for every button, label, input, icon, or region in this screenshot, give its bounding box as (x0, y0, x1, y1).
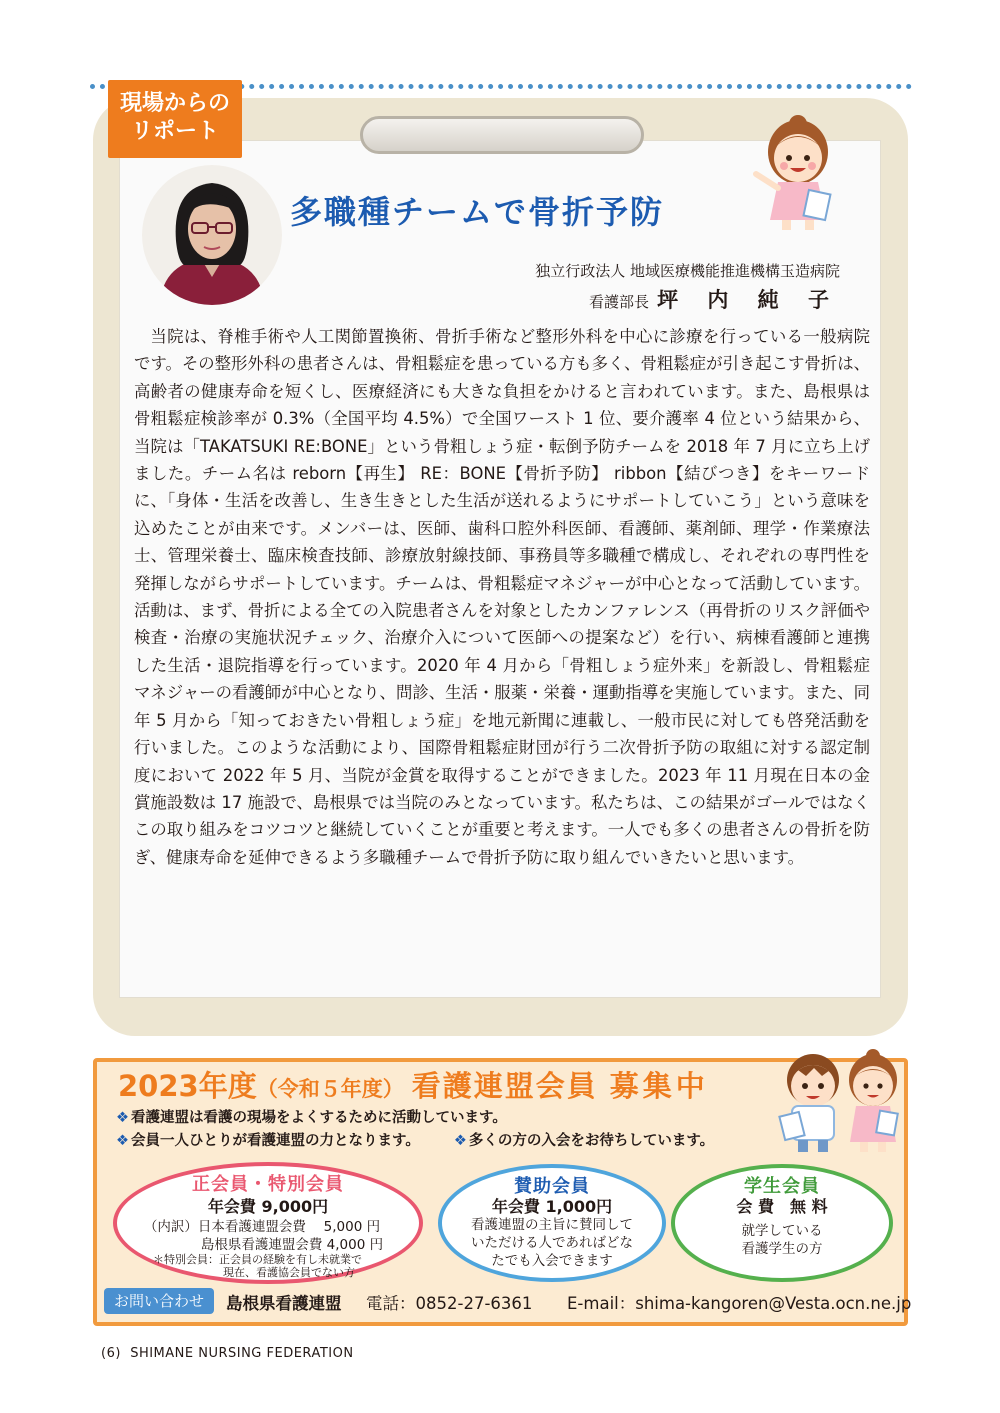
author-portrait-icon (142, 165, 282, 305)
full-member-breakdown-2: 島根県看護連盟会費 4,000 円 (200, 1237, 384, 1253)
page-number: (6) (101, 1346, 121, 1361)
recruit-points (116, 1107, 796, 1153)
student-member-heading: 学生会員 (744, 1176, 820, 1197)
publication-name: SHIMANE NURSING FEDERATION (130, 1346, 354, 1361)
female-nurse-mascot-icon (842, 1048, 904, 1153)
student-member-desc-2: 看護学生の方 (741, 1241, 823, 1257)
section-tag-line-2: リポート (130, 119, 219, 144)
recruit-point: ❖ 会員一人ひとりが看護連盟の力となります。 ❖ 多くの方の入会をお待ちしています。 (116, 1133, 715, 1149)
contact-org: 島根県看護連盟 (226, 1294, 342, 1313)
author-role: 看護部長 (589, 293, 650, 311)
diamond-bullet-icon: ❖ (453, 1133, 467, 1149)
full-member-breakdown-1: （内訳）日本看護連盟会費 5,000 円 (143, 1219, 381, 1235)
special-member-note-1: ＊特別会員：正会員の経験を有し未就業で (153, 1253, 362, 1266)
recruit-year: 2023年度 (118, 1069, 257, 1103)
supporting-member-desc-3: たでも入会できます (491, 1253, 613, 1269)
supporting-member-heading: 賛助会員 (514, 1176, 590, 1197)
author-name: 坪 内 純 子 (657, 288, 840, 312)
recruitment-title (118, 1064, 778, 1105)
supporting-member-fee: 年会費 1,000円 (491, 1197, 613, 1216)
full-member-card (113, 1162, 423, 1284)
section-tag-line-1: 現場からの (119, 91, 230, 116)
recruit-wareki: （令和５年度） (256, 1077, 404, 1101)
contact-bar (104, 1288, 912, 1316)
full-member-fee: 年会費 9,000円 (207, 1197, 329, 1216)
contact-label: お問い合わせ (104, 1288, 214, 1314)
student-member-desc-1: 就学している (741, 1223, 823, 1239)
author-line (480, 284, 840, 314)
diamond-bullet-icon: ❖ (116, 1110, 129, 1126)
supporting-member-card (438, 1164, 666, 1282)
student-member-card (671, 1164, 893, 1282)
contact-email[interactable]: E-mail：shima-kangoren@Vesta.ocn.ne.jp (567, 1294, 912, 1313)
section-tag (108, 80, 242, 158)
diamond-bullet-icon: ❖ (116, 1133, 129, 1149)
contact-phone[interactable]: 電話：0852-27-6361 (366, 1294, 533, 1313)
author-affiliation: 独立行政法人 地域医療機能推進機構玉造病院 (535, 262, 840, 280)
full-member-heading: 正会員・特別会員 (192, 1174, 344, 1195)
nurse-mascot-icon (748, 108, 844, 232)
article-title: 多職種チームで骨折予防 (290, 193, 665, 231)
recruit-main: 看護連盟会員 (411, 1069, 598, 1103)
article-body: 当院は、脊椎手術や人工関節置換術、骨折手術など整形外科を中心に診療を行っている一般病院です。その整形外科の患者さんは、骨粗鬆症を患っている方も多く、骨粗鬆症が引き起こす骨折は、高齢者の健康寿命を短くし、医療経済にも大きな負担をかけると言われています。また、島根県は骨粗鬆症検診率が 0.3%（全国平均 4.5%）で全国ワースト 1 位、要介護率 4 位という結果から、当院は「TAKATSUKI RE:BONE」という骨粗しょう症・転倒予防チームを 2018 年 7 月に立ち上げました。チーム名は reborn【再生】 RE：BONE【骨折予防】 ribbon【結びつき】をキーワードに、「身体・生活を改善し、生き生きとした生活が送れるようにサポートしていこう」という意味を込めたことが由来です。メンバーは、医師、歯科口腔外科医師、看護師、薬剤師、理学・作業療法士、管理栄養士、臨床検査技師、診療放射線技師、事務員等多職種で構成し、それぞれの専門性を発揮しながらサポートしています。チームは、骨粗鬆症マネジャーが中心となって活動しています。活動は、まず、骨折による全ての入院患者さんを対象としたカンファレンス（再骨折のリスク評価や検査・治療の実施状況チェック、治療介入について医師への提案など）を行い、病棟看護師と連携した生活・退院指導を行っています。2020 年 4 月から「骨粗しょう症外来」を新設し、骨粗鬆症マネジャーの看護師が中心となり、問診、生活・服薬・栄養・運動指導を実施しています。また、同年 5 月から「知っておきたい骨粗しょう症」を地元新聞に連載し、一般市民に対しても啓発活動を行いました。このような活動により、国際骨粗鬆症財団が行う二次骨折予防の取組に対する認定制度において 2022 年 5 月、当院が金賞を取得することができました。2023 年 11 月現在日本の金賞施設数は 17 施設で、島根県では当院のみとなっています。私たちは、この結果がゴールではなくこの取り組みをコツコツと継続していくことが重要と考えます。一人でも多くの患者さんの骨折を防ぎ、健康寿命を延伸できるよう多職種チームで骨折予防に取り組んでいきたいと思います。 (134, 327, 870, 867)
special-member-note-2: 現在、看護協会員でない方 (223, 1266, 355, 1279)
author-photo (142, 165, 282, 305)
clipboard-clip-icon (360, 116, 644, 154)
recruit-sub: 募集中 (609, 1069, 709, 1103)
supporting-member-desc-2: いただける人であればどな (471, 1235, 633, 1251)
student-member-fee: 会 費 無 料 (736, 1197, 828, 1216)
recruit-point: ❖ 看護連盟は看護の現場をよくするために活動しています。 (116, 1110, 507, 1126)
male-nurse-mascot-icon (778, 1048, 848, 1153)
page-footer (101, 1346, 354, 1361)
supporting-member-desc-1: 看護連盟の主旨に賛同して (471, 1217, 633, 1233)
